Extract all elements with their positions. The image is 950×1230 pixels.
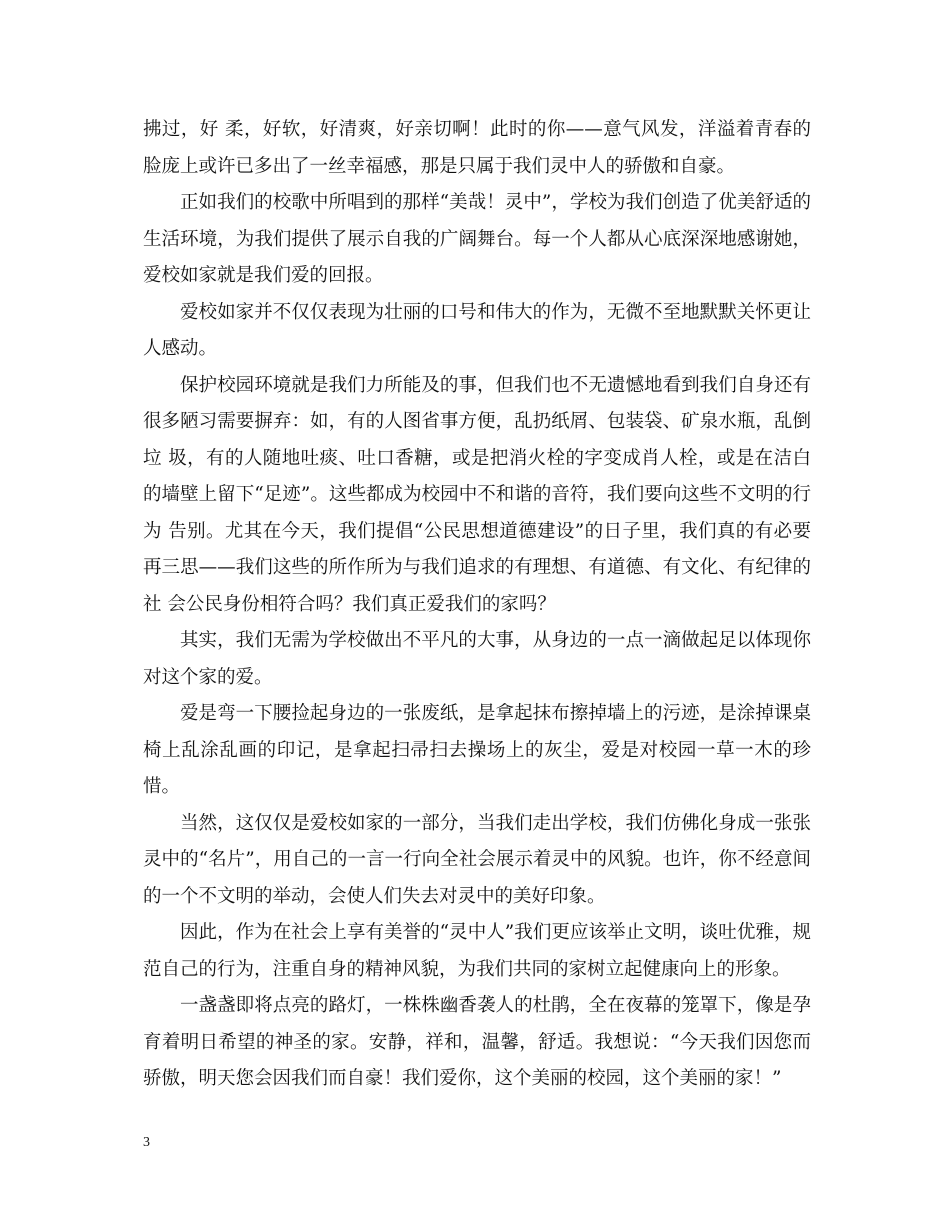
page-number: 3: [143, 1135, 150, 1150]
paragraph-7: 当然，这仅仅是爱校如家的一部分，当我们走出学校，我们仿佛化身成一张张灵中的“名片”，用自己的一言一行向全社会展示着灵中的风貌。也许，你不经意间的一个不文明的举动，会使人们失去对灵中的美好印象。: [143, 812, 811, 907]
paragraph-6: 爱是弯一下腰捡起身边的一张废纸，是拿起抹布擦掉墙上的污迹，是涂掉课桌椅上乱涂乱画的印记，是拿起扫帚扫去操场上的灰尘，爱是对校园一草一木的珍惜。: [143, 703, 811, 797]
paragraph-1: 拂过，好 柔，好软，好清爽，好亲切啊！此时的你——意气风发，洋溢着青春的脸庞上或许已多出了一丝幸福感，那是只属于我们灵中人的骄傲和自豪。: [143, 119, 811, 177]
paragraph-9: 一盏盏即将点亮的路灯，一株株幽香袭人的杜鹃，全在夜幕的笼罩下，像是孕育着明日希望的神圣的家。安静，祥和，温馨，舒适。我想说：“今天我们因您而骄傲，明天您会因我们而自豪！我们爱你，这个美丽的校园，这个美丽的家！”: [143, 995, 811, 1089]
paragraph-5: 其实，我们无需为学校做出不平凡的大事，从身边的一点一滴做起足以体现你对这个家的爱。: [143, 630, 811, 688]
article-body: [143, 112, 811, 1098]
paragraph-2: 正如我们的校歌中所唱到的那样“美哉！灵中”，学校为我们创造了优美舒适的生活环境，为我们提供了展示自我的广阔舞台。每一个人都从心底深深地感谢她，爱校如家就是我们爱的回报。: [143, 192, 811, 286]
paragraph-4: 保护校园环境就是我们力所能及的事，但我们也不无遗憾地看到我们自身还有很多陋习需要摒弃：如，有的人图省事方便，乱扔纸屑、包装袋、矿泉水瓶，乱倒垃 圾，有的人随地吐痰、吐口香糖，或是把消火栓的字变成肖人栓，或是在洁白的墙壁上留下“足迹”。这些都成为校园中不和谐的音符，我们要向这些不文明的行为 告别。尤其在今天，我们提倡“公民思想道德建设”的日子里，我们真的有必要再三思——我们这些的所作所为与我们追求的有理想、有道德、有文化、有纪律的社 会公民身份相符合吗？我们真正爱我们的家吗？: [143, 374, 811, 615]
paragraph-3: 爱校如家并不仅仅表现为壮丽的口号和伟大的作为，无微不至地默默关怀更让人感动。: [143, 301, 811, 359]
paragraph-8: 因此，作为在社会上享有美誉的“灵中人”我们更应该举止文明，谈吐优雅，规范自己的行为，注重自身的精神风貌，为我们共同的家树立起健康向上的形象。: [143, 922, 811, 980]
